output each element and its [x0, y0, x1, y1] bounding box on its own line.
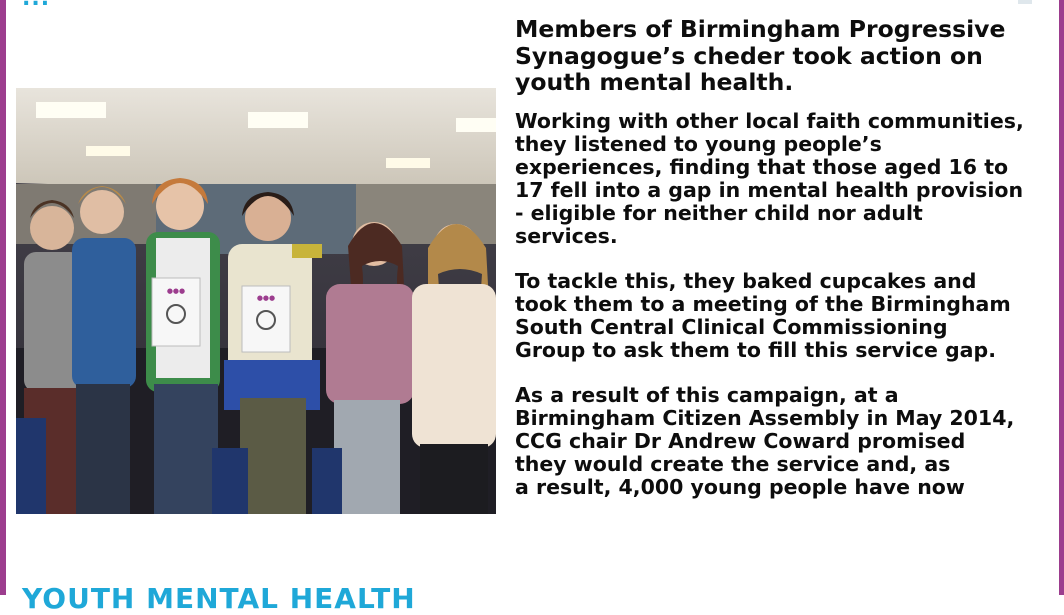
paragraph-line: South Central Clinical Commissioning	[515, 314, 948, 339]
paragraph-line: - eligible for neither child nor adult	[515, 200, 923, 225]
paragraph-line: As a result of this campaign, at a	[515, 382, 899, 407]
svg-text:●●●: ●●●	[256, 294, 276, 302]
article-paragraph-1	[515, 110, 1051, 248]
paragraph-line: services.	[515, 223, 618, 248]
lead-line: youth mental health.	[515, 68, 794, 96]
paragraph-line: Birmingham Citizen Assembly in May 2014,	[515, 405, 1015, 430]
lead-line: Synagogue’s cheder took action on	[515, 41, 983, 70]
paragraph-line: took them to a meeting of the Birmingham	[515, 291, 1011, 316]
article-body	[515, 16, 1051, 521]
section-heading: YOUTH MENTAL HEALTH	[22, 582, 416, 615]
paragraph-line: they listened to young people’s	[515, 131, 882, 156]
paragraph-line: To tackle this, they baked cupcakes and	[515, 268, 977, 293]
paragraph-line: 17 fell into a gap in mental health provision	[515, 177, 1024, 202]
article-paragraph-3	[515, 384, 1051, 499]
paragraph-line: Working with other local faith communities,	[515, 108, 1024, 133]
lead-line: Members of Birmingham Progressive	[515, 15, 1006, 43]
page-corner-mark	[1018, 0, 1032, 4]
paragraph-line: they would create the service and, as	[515, 451, 951, 476]
svg-text:●●●: ●●●	[166, 287, 186, 295]
paragraph-line: a result, 4,000 young people have now	[515, 474, 965, 499]
group-photo-illustration	[16, 88, 496, 514]
group-photo	[16, 88, 496, 514]
paragraph-line: experiences, finding that those aged 16 to	[515, 154, 1009, 179]
article-lead	[515, 16, 1051, 96]
paragraph-line: Group to ask them to fill this service gap.	[515, 337, 996, 362]
top-heading	[22, 0, 50, 11]
article-paragraph-2	[515, 270, 1051, 362]
paragraph-line: CCG chair Dr Andrew Coward promised	[515, 428, 966, 453]
